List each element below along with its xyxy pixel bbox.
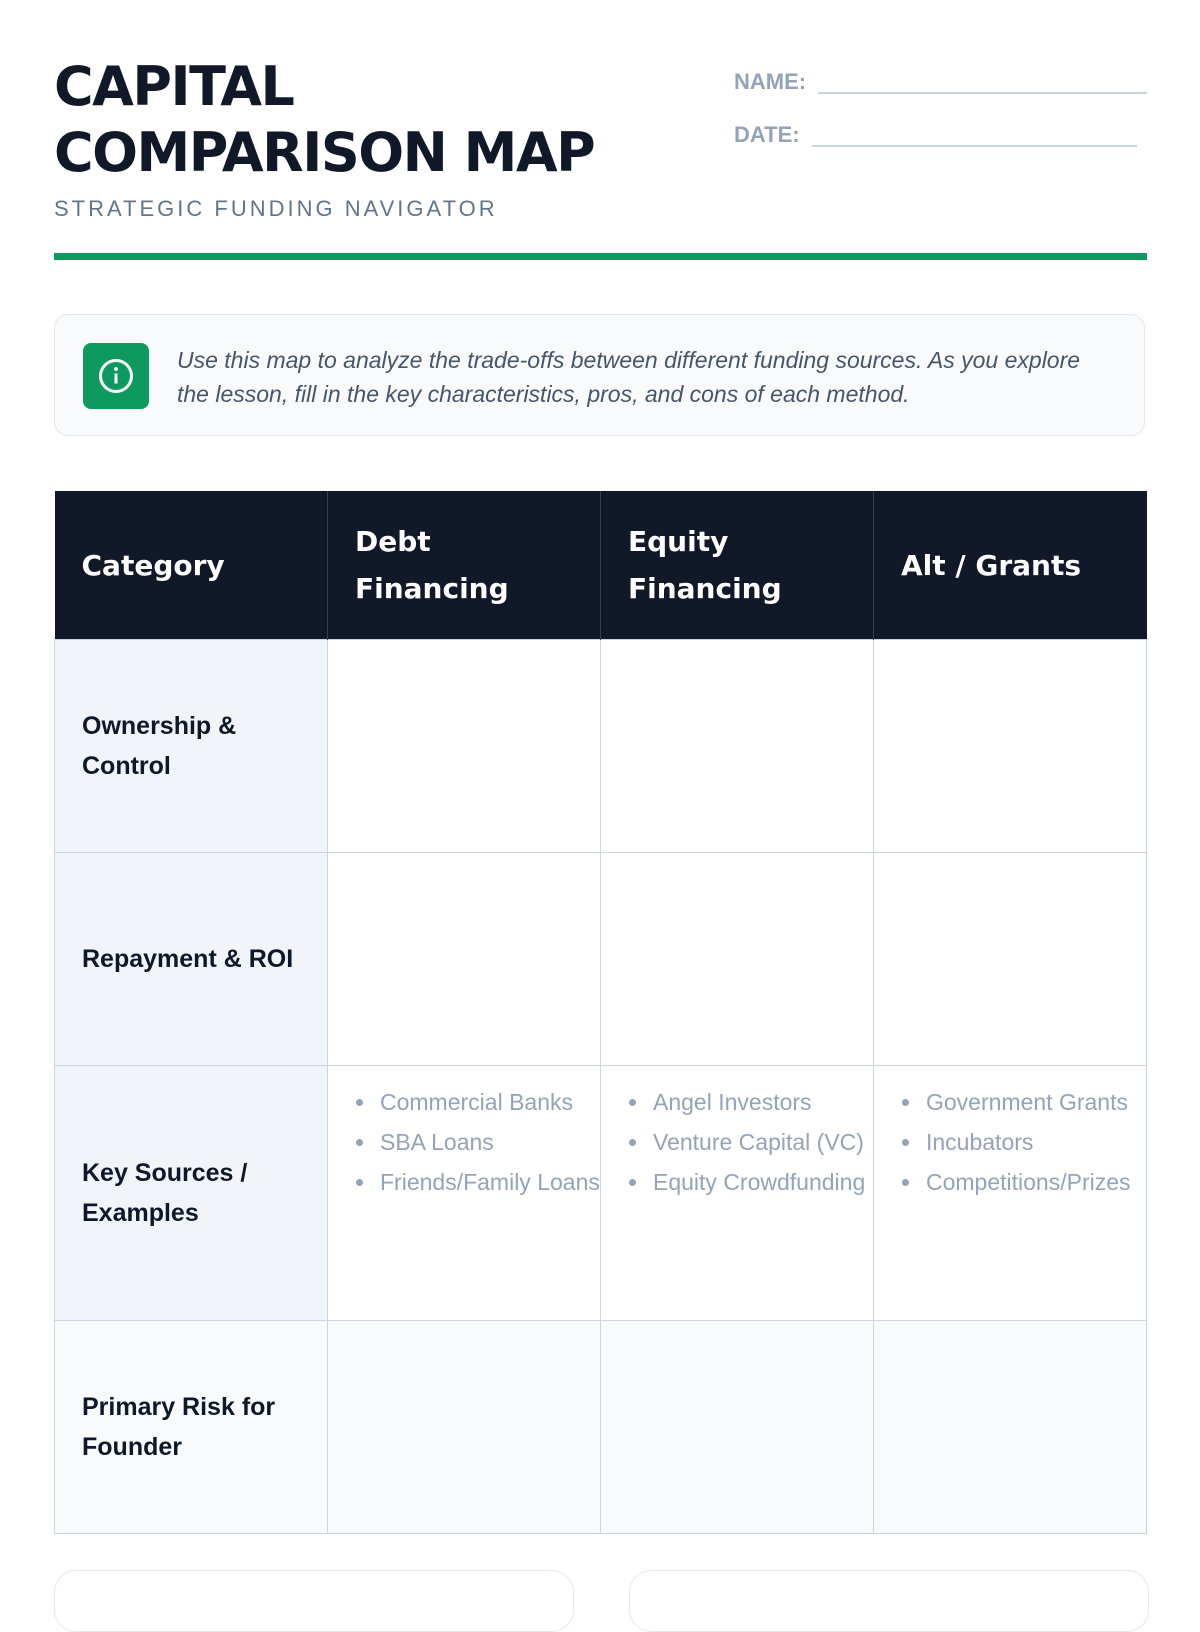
row-label-sources: Key Sources / Examples (55, 1066, 328, 1321)
info-icon (83, 343, 149, 409)
cell-repayment-alt[interactable] (874, 853, 1147, 1066)
row-label-primary-risk: Primary Risk for Founder (55, 1321, 328, 1534)
list-item: Commercial Banks (380, 1086, 600, 1119)
row-label-repayment: Repayment & ROI (55, 853, 328, 1066)
instructions-box (54, 314, 1145, 436)
page-title (54, 54, 594, 186)
name-field-row (734, 56, 1147, 96)
cell-sources-equity (601, 1066, 874, 1321)
date-label: DATE: (734, 122, 800, 147)
list-item: Incubators (926, 1126, 1146, 1159)
table-row (55, 1066, 1147, 1321)
title-line-2: COMPARISON MAP (54, 121, 595, 184)
cell-repayment-debt[interactable] (328, 853, 601, 1066)
list-item: SBA Loans (380, 1126, 600, 1159)
debt-examples-list (352, 1086, 600, 1199)
alt-examples-list (898, 1086, 1146, 1199)
table-header-row (55, 491, 1147, 640)
date-field-row (734, 109, 1147, 149)
list-item: Venture Capital (VC) (653, 1126, 873, 1159)
table-row (55, 1321, 1147, 1534)
comparison-table (54, 491, 1147, 1534)
date-field[interactable] (812, 123, 1137, 147)
cell-risk-debt[interactable] (328, 1321, 601, 1534)
header-category: Category (55, 491, 328, 640)
cell-ownership-debt[interactable] (328, 640, 601, 853)
bottom-card-left (54, 1570, 574, 1632)
cell-sources-debt (328, 1066, 601, 1321)
list-item: Angel Investors (653, 1086, 873, 1119)
table-row (55, 640, 1147, 853)
cell-ownership-alt[interactable] (874, 640, 1147, 853)
header-debt-financing: Debt Financing (328, 491, 601, 640)
instructions-text: Use this map to analyze the trade-offs between different funding sources. As you explore the lesson, fill in the key characteristics, pros, and cons of each method. (177, 347, 1081, 407)
equity-examples-list (625, 1086, 873, 1199)
header-divider (54, 253, 1147, 260)
title-line-1: CAPITAL (54, 55, 294, 118)
bottom-card-right (629, 1570, 1149, 1632)
header-equity-financing: Equity Financing (601, 491, 874, 640)
worksheet-page (54, 0, 1147, 1461)
name-label: NAME: (734, 69, 807, 94)
name-field[interactable] (818, 70, 1147, 94)
list-item: Friends/Family Loans (380, 1166, 600, 1199)
cell-ownership-equity[interactable] (601, 640, 874, 853)
table-row (55, 853, 1147, 1066)
cell-risk-alt[interactable] (874, 1321, 1147, 1534)
student-info-fields (734, 56, 1147, 162)
header-alt-grants: Alt / Grants (874, 491, 1147, 640)
cell-risk-equity[interactable] (601, 1321, 874, 1534)
page-subtitle: STRATEGIC FUNDING NAVIGATOR (54, 196, 498, 221)
list-item: Government Grants (926, 1086, 1146, 1119)
cell-sources-alt (874, 1066, 1147, 1321)
worksheet-header (54, 0, 1147, 262)
list-item: Competitions/Prizes (926, 1166, 1146, 1199)
row-label-ownership: Ownership & Control (55, 640, 328, 853)
cell-repayment-equity[interactable] (601, 853, 874, 1066)
list-item: Equity Crowdfunding (653, 1166, 873, 1199)
